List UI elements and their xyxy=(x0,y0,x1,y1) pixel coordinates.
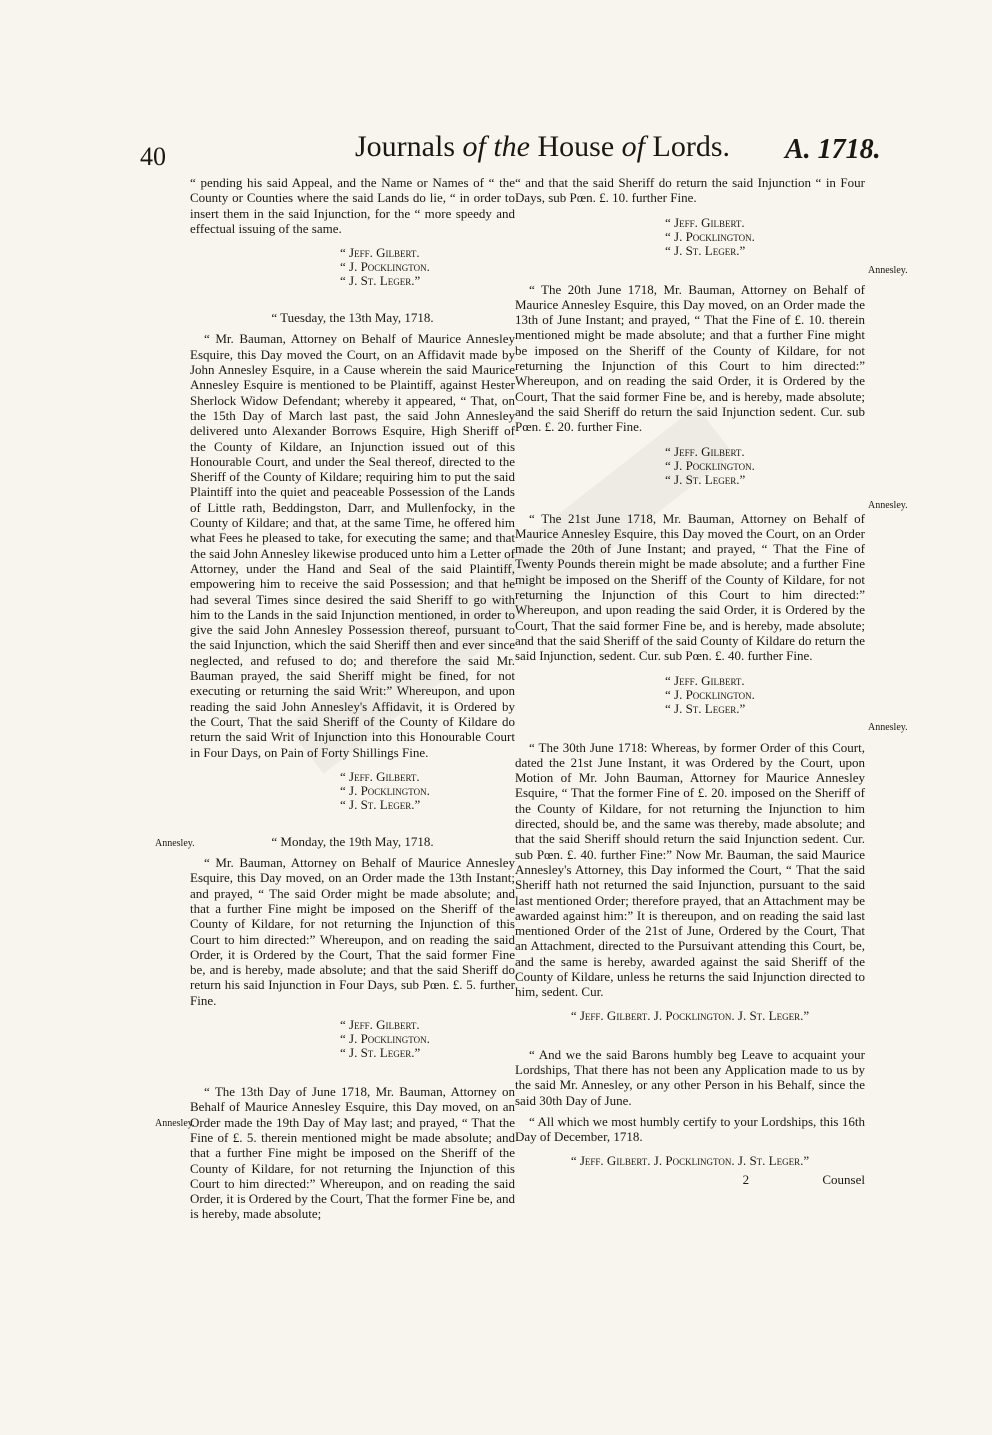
margin-note: Annesley. xyxy=(155,838,195,849)
left-paragraph-4: “ The 13th Day of June 1718, Mr. Bauman, Attorney on Behalf of Maurice Annesley Esquire, this Day moved, on an Order made the 19th Day of May last; and prayed, “ That the Fine of £. 5. therein mentioned might be made absolute; and that a further Fine might be imposed on the Sheriff of the County of Kildare, for not returning the Injunction of this Court to him directed:” Whereupon, and on reading the said Order, it is Ordered by the Court, That the former Fine be, and is hereby, made absolute; xyxy=(190,1084,515,1222)
right-paragraph-3: “ The 21st June 1718, Mr. Bauman, Attorney on Behalf of Maurice Annesley Esquire, this Day moved the Court, on an Order made the 20th of June Instant; and prayed, “ That the Fine of Twenty Pounds therein might be made absolute; and a further Fine might be imposed on the Sheriff of the County of Kildare, for not returning the Injunction of this Court to him directed:” Whereupon, and upon reading the said Order, it is Ordered by the Court, That the said former Fine be, and is hereby, made absolute; and that the said Sheriff of the said County of Kildare do return the said Injunction, sedent. Cur. sub Pœn. £. 40. further Fine. xyxy=(515,510,865,664)
right-column xyxy=(515,175,865,1187)
page-header xyxy=(0,130,992,180)
signature-block: “ Jeff. Gilbert. “ J. Pocklington. “ J. St. Leger.” xyxy=(340,1017,430,1061)
signature-mark: 2 xyxy=(742,1171,750,1187)
date-heading: “ Tuesday, the 13th May, 1718. xyxy=(271,310,434,326)
signature-line: “ Jeff. Gilbert. J. Pocklington. J. St. Leger.” xyxy=(570,1152,810,1168)
left-paragraph-1: “ pending his said Appeal, and the Name or Names of “ the County or Counties where the said Lands do lie, “ in order to insert them in the said Injunction, for the “ more speedy and effectual issuing of the same. xyxy=(190,175,515,236)
year-heading: A. 1718. xyxy=(785,134,881,165)
signature-block: “ Jeff. Gilbert. “ J. Pocklington. “ J. St. Leger.” xyxy=(665,214,755,258)
date-heading: “ Monday, the 19th May, 1718. xyxy=(271,833,434,849)
right-paragraph-6: “ All which we most humbly certify to your Lordships, this 16th Day of December, 1718. xyxy=(515,1114,865,1145)
margin-note: Annesley. xyxy=(868,265,908,276)
running-title: Journals of the House of Lords. xyxy=(355,130,730,163)
right-paragraph-5: “ And we the said Barons humbly beg Leave to acquaint your Lordships, That there has not been any Application made to us by the said Mr. Annesley, or any other Person in his Behalf, since the said 30th Day of June. xyxy=(515,1046,865,1108)
left-column xyxy=(190,175,515,1222)
catchword: Counsel xyxy=(822,1171,865,1187)
signature-block: “ Jeff. Gilbert. “ J. Pocklington. “ J. St. Leger.” xyxy=(665,672,755,716)
margin-note: Annesley. xyxy=(155,1118,195,1129)
signature-block: “ Jeff. Gilbert. “ J. Pocklington. “ J. St. Leger.” xyxy=(340,768,430,812)
signature-line: “ Jeff. Gilbert. J. Pocklington. J. St. Leger.” xyxy=(570,1007,810,1023)
margin-note: Annesley. xyxy=(868,722,908,733)
signature-block: “ Jeff. Gilbert. “ J. Pocklington. “ J. St. Leger.” xyxy=(340,245,430,289)
left-paragraph-3: “ Mr. Bauman, Attorney on Behalf of Maurice Annesley Esquire, this Day moved, on an Order made the 13th Instant; and prayed, “ The said Order might be made absolute; and that a further Fine might be imposed on the Sheriff of the County of Kildare, for not returning the Injunction of this Court to him directed:” Whereupon, and on reading the said Order, it is Ordered by the Court, That the said former Fine be, and is hereby, made absolute; and that the said Sheriff do return his said Injunction in Four Days, sub Pœn. £. 5. further Fine. xyxy=(190,855,515,1008)
right-paragraph-1: “ and that the said Sheriff do return the said Injunction “ in Four Days, sub Pœn. £. 10. further Fine. xyxy=(515,175,865,206)
right-paragraph-4: “ The 30th June 1718: Whereas, by former Order of this Court, dated the 21st June Instant, it was Ordered by the Court, upon Motion of Mr. John Bauman, Attorney for Maurice Annesley Esquire, “ That the former Fine of £. 20. imposed on the Sheriff of the County of Kildare, for not returning the Injunction to him directed, should be, and the same was thereby, made absolute; and that the said Sheriff should return the said Injunction sedent. Cur. sub Pœn. £. 40. further Fine:” Now Mr. Bauman, the said Maurice Annesley's Attorney, this Day informed the Court, “ That the said Sheriff hath not returned the said Injunction, pursuant to the said last mentioned Order; therefore prayed, that an Attachment may be awarded against him:” It is thereupon, and on reading the said last mentioned Order of the 21st of June, Ordered by the Court, That an Attachment, directed to the Pursuivant attending this Court, be, and the same is hereby, awarded against the said Sheriff of the County of Kildare, unless he returns the said Injunction directed to him, sedent. Cur. xyxy=(515,739,865,1000)
right-paragraph-2: “ The 20th June 1718, Mr. Bauman, Attorney on Behalf of Maurice Annesley Esquire, this Day moved, on an Order made the 13th of June Instant; and prayed, “ That the Fine of £. 10. therein mentioned might be made absolute; and that a further Fine might be imposed on the Sheriff of the County of Kildare, for not returning the Injunction of this Court to him directed:” Whereupon, and on reading the said Order, it is Ordered by the Court, That the said former Fine be, and is hereby, made absolute; and the said Sheriff do return the said Injunction sedent. Cur. sub Pœn. £. 20. further Fine. xyxy=(515,281,865,435)
left-paragraph-2: “ Mr. Bauman, Attorney on Behalf of Maurice Annesley Esquire, this Day moved the Court, on an Affidavit made by John Annesley Esquire, in a Cause wherein the said Maurice Annesley Esquire is mentioned to be Plaintiff, against Hester Sherlock Widow Defendant; whereby it appeared, “ That, on the 15th Day of March last past, the said John Annesley delivered unto Alexander Borrows Esquire, High Sheriff of the County of Kildare, an Injunction issued out of this Honourable Court, and under the Seal thereof, directed to the Sheriff of the County of Kildare; requiring him to put the said Plaintiff into the quiet and peaceable Possession of the Lands of Little rath, Beddingston, Darr, and Mullenfocky, in the County of Kildare; and that, at the same Time, he offered him what Fees he pleased to take, for executing the same; and that the said John Annesley likewise produced unto him a Letter of Attorney, under the Hand and Seal of the said Plaintiff, empowering him to receive the said Possession; and that he had several Times since desired the said Sheriff to go with him to the Lands in the said Injunction mentioned, in order to give the said John Annesley Possession thereof, pursuant to the said Injunction, which the said Sheriff then and ever since neglected, and refused to do; and therefore the said Mr. Bauman prayed, the said Sheriff might be fined, for not executing or returning the said Writ:” Whereupon, and upon reading the said John Annesley's Affidavit, it is Ordered by the Court, That the said Sheriff of the County of Kildare do return the said Writ of Injunction into this Honourable Court in Four Days, on Pain of Forty Shillings Fine. xyxy=(190,331,515,760)
signature-block: “ Jeff. Gilbert. “ J. Pocklington. “ J. St. Leger.” xyxy=(665,443,755,487)
margin-note: Annesley. xyxy=(868,500,908,511)
catchword-line xyxy=(515,1172,865,1187)
page-number: 40 xyxy=(140,142,166,171)
